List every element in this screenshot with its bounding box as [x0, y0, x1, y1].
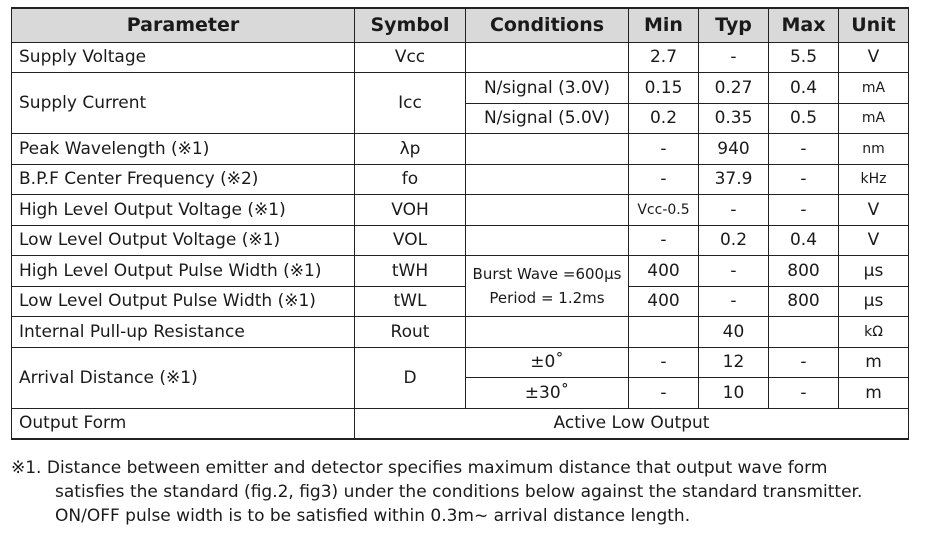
table-row — [12, 347, 909, 378]
cond-cell — [466, 317, 629, 348]
table-row — [12, 164, 909, 195]
param-cell: Low Level Output Pulse Width (※1) — [12, 286, 355, 317]
typ-cell: 940 — [699, 134, 769, 165]
header-max: Max — [769, 8, 839, 42]
cond-cell: ±0˚ — [466, 347, 629, 378]
cond-cell — [466, 195, 629, 226]
burst-cond-line2: Period = 1.2ms — [489, 289, 605, 307]
header-row — [12, 8, 909, 42]
header-min: Min — [629, 8, 699, 42]
cond-cell — [466, 225, 629, 256]
header-conditions: Conditions — [466, 8, 629, 42]
param-cell: B.P.F Center Frequency (※2) — [12, 164, 355, 195]
unit-cell: V — [839, 42, 909, 73]
min-cell: - — [629, 378, 699, 409]
symbol-cell: tWH — [355, 256, 466, 287]
param-cell: Arrival Distance (※1) — [12, 347, 355, 408]
param-cell: Peak Wavelength (※1) — [12, 134, 355, 165]
min-cell: 0.15 — [629, 73, 699, 104]
max-cell: 0.5 — [769, 103, 839, 134]
header-typ: Typ — [699, 8, 769, 42]
symbol-cell: VOL — [355, 225, 466, 256]
typ-cell: 37.9 — [699, 164, 769, 195]
min-cell: Vcc-0.5 — [629, 195, 699, 226]
typ-cell: 40 — [699, 317, 769, 348]
param-cell: Supply Current — [12, 73, 355, 134]
min-cell: - — [629, 134, 699, 165]
footnote — [11, 456, 911, 528]
typ-cell: 10 — [699, 378, 769, 409]
cond-cell: N/signal (3.0V) — [466, 73, 629, 104]
burst-cond-cell — [466, 256, 629, 317]
unit-cell: m — [839, 378, 909, 409]
unit-cell: μs — [839, 256, 909, 287]
table-row — [12, 225, 909, 256]
typ-cell: 0.27 — [699, 73, 769, 104]
max-cell: 0.4 — [769, 225, 839, 256]
symbol-cell: D — [355, 347, 466, 408]
footnote-line2: satisfies the standard (fig.2, fig3) under the conditions below against the standard transmitter. — [55, 482, 863, 502]
max-cell — [769, 317, 839, 348]
unit-cell: μs — [839, 286, 909, 317]
symbol-cell: Icc — [355, 73, 466, 134]
param-cell: Low Level Output Voltage (※1) — [12, 225, 355, 256]
max-cell: - — [769, 347, 839, 378]
unit-cell: V — [839, 225, 909, 256]
min-cell: 400 — [629, 286, 699, 317]
cond-cell — [466, 42, 629, 73]
table-row — [12, 42, 909, 73]
symbol-cell: fo — [355, 164, 466, 195]
symbol-cell: Rout — [355, 317, 466, 348]
cond-cell — [466, 134, 629, 165]
param-cell: Supply Voltage — [12, 42, 355, 73]
max-cell: 0.4 — [769, 73, 839, 104]
min-cell — [629, 317, 699, 348]
cond-cell — [466, 164, 629, 195]
max-cell: 5.5 — [769, 42, 839, 73]
symbol-cell: λp — [355, 134, 466, 165]
footnote-line1: ※1. Distance between emitter and detector specifies maximum distance that output wave form — [11, 458, 828, 478]
symbol-cell: tWL — [355, 286, 466, 317]
max-cell: - — [769, 164, 839, 195]
symbol-cell: Vcc — [355, 42, 466, 73]
unit-cell: mA — [839, 103, 909, 134]
header-symbol: Symbol — [355, 8, 466, 42]
param-cell: Output Form — [12, 408, 355, 439]
burst-cond-line1: Burst Wave =600μs — [472, 265, 622, 283]
unit-cell: kΩ — [839, 317, 909, 348]
typ-cell: - — [699, 42, 769, 73]
max-cell: - — [769, 134, 839, 165]
min-cell: 2.7 — [629, 42, 699, 73]
output-form-value: Active Low Output — [355, 408, 909, 439]
min-cell: - — [629, 347, 699, 378]
table-row — [12, 195, 909, 226]
min-cell: - — [629, 225, 699, 256]
cond-cell: N/signal (5.0V) — [466, 103, 629, 134]
param-cell: High Level Output Voltage (※1) — [12, 195, 355, 226]
max-cell: - — [769, 378, 839, 409]
header-unit: Unit — [839, 8, 909, 42]
footnote-line3: ON/OFF pulse width is to be satisfied within 0.3m~ arrival distance length. — [55, 506, 691, 526]
max-cell: - — [769, 195, 839, 226]
cond-cell: ±30˚ — [466, 378, 629, 409]
typ-cell: 0.35 — [699, 103, 769, 134]
unit-cell: kHz — [839, 164, 909, 195]
unit-cell: m — [839, 347, 909, 378]
table-row — [12, 256, 909, 287]
param-cell: High Level Output Pulse Width (※1) — [12, 256, 355, 287]
table-row — [12, 134, 909, 165]
param-cell: Internal Pull-up Resistance — [12, 317, 355, 348]
typ-cell: - — [699, 195, 769, 226]
typ-cell: 12 — [699, 347, 769, 378]
table-row — [12, 317, 909, 348]
min-cell: 400 — [629, 256, 699, 287]
symbol-cell: VOH — [355, 195, 466, 226]
table-row — [12, 73, 909, 104]
typ-cell: - — [699, 256, 769, 287]
max-cell: 800 — [769, 256, 839, 287]
spec-table-container — [11, 7, 908, 440]
min-cell: - — [629, 164, 699, 195]
typ-cell: - — [699, 286, 769, 317]
min-cell: 0.2 — [629, 103, 699, 134]
unit-cell: V — [839, 195, 909, 226]
unit-cell: nm — [839, 134, 909, 165]
typ-cell: 0.2 — [699, 225, 769, 256]
header-parameter: Parameter — [12, 8, 355, 42]
spec-table — [11, 7, 909, 440]
max-cell: 800 — [769, 286, 839, 317]
unit-cell: mA — [839, 73, 909, 104]
table-row — [12, 286, 909, 317]
table-row — [12, 408, 909, 439]
